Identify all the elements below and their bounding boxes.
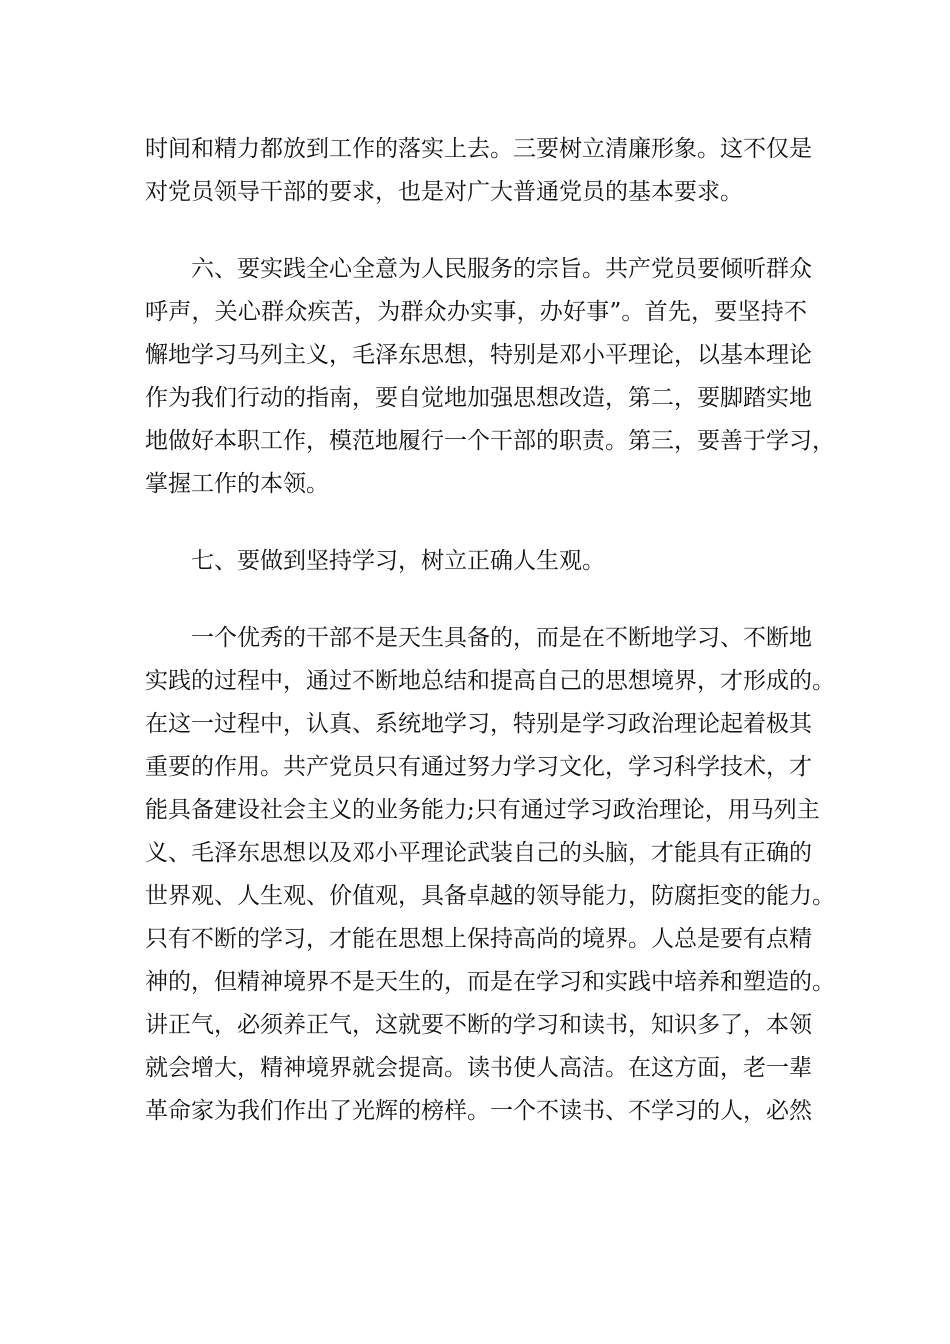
text-line: 讲正气，必须养正气，这就要不断的学习和读书，知识多了，本领 xyxy=(145,1012,812,1038)
text-line: 就会增大，精神境界就会提高。读书使人高洁。在这方面，老一辈 xyxy=(145,1055,812,1081)
text-line: 掌握工作的本领。 xyxy=(145,471,329,497)
paragraph-gap xyxy=(145,506,807,540)
paragraph-seven-heading xyxy=(145,540,807,583)
text-line: 六、要实践全心全意为人民服务的宗旨。共产党员要倾听群众 xyxy=(145,256,812,282)
text-line: 重要的作用。共产党员只有通过努力学习文化，学习科学技术，才 xyxy=(145,754,812,780)
text-line: 作为我们行动的指南，要自觉地加强思想改造，第二，要脚踏实地 xyxy=(145,385,812,411)
text-line: 懈地学习马列主义，毛泽东思想，特别是邓小平理论，以基本理论 xyxy=(145,342,812,368)
paragraph-gap xyxy=(145,583,807,617)
text-line: 呼声，关心群众疾苦，为群众办实事，办好事”。首先，要坚持不 xyxy=(145,299,807,325)
text-line: 革命家为我们作出了光辉的榜样。一个不读书、不学习的人，必然 xyxy=(145,1098,812,1124)
paragraph-body xyxy=(145,617,835,1133)
text-line: 时间和精力都放到工作的落实上去。三要树立清廉形象。这不仅是 xyxy=(145,136,812,162)
text-line: 一个优秀的干部不是天生具备的，而是在不断地学习、不断地 xyxy=(145,625,812,651)
body-text xyxy=(145,128,835,1133)
text-line: 对党员领导干部的要求，也是对广大普通党员的基本要求。 xyxy=(145,179,743,205)
text-line: 七、要做到坚持学习，树立正确人生观。 xyxy=(145,548,605,574)
paragraph-six xyxy=(145,248,835,506)
text-line: 能具备建设社会主义的业务能力;只有通过学习政治理论，用马列主 xyxy=(145,797,820,823)
text-line: 世界观、人生观、价值观，具备卓越的领导能力，防腐拒变的能力。 xyxy=(145,883,835,909)
text-line: 义、毛泽东思想以及邓小平理论武装自己的头脑，才能具有正确的 xyxy=(145,840,812,866)
text-line: 地做好本职工作，模范地履行一个干部的职责。第三，要善于学习， xyxy=(145,428,835,454)
paragraph-gap xyxy=(145,214,807,248)
paragraph-intro xyxy=(145,128,812,214)
text-line: 神的，但精神境界不是天生的，而是在学习和实践中培养和塑造的。 xyxy=(145,969,835,995)
text-line: 只有不断的学习，才能在思想上保持高尚的境界。人总是要有点精 xyxy=(145,926,812,952)
text-line: 在这一过程中，认真、系统地学习，特别是学习政治理论起着极其 xyxy=(145,711,812,737)
text-line: 实践的过程中，通过不断地总结和提高自己的思想境界，才形成的。 xyxy=(145,668,835,694)
